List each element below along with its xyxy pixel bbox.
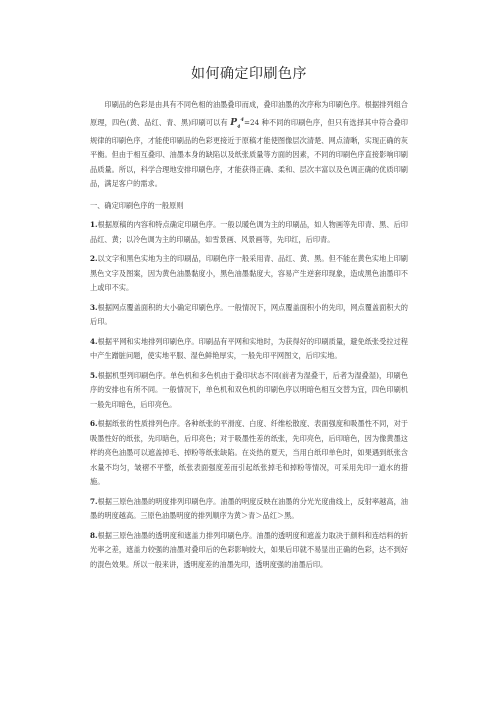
intro-text-part1: 印刷品的色彩是由具有不同色相的油墨叠印而成，叠印油墨的次序称为印刷色序。根据排列组合原理，四色(黄、品红、青、黑)印刷可以有 [90, 100, 408, 127]
item-text: 根据网点覆盖面积的大小确定印刷色序。一般情况下，网点覆盖面积小的先印，网点覆盖面积大的后印。 [90, 302, 408, 327]
item-text: 根据原稿的内容和特点确定印刷色序。一般以暖色调为主的印刷品，如人物画等先印青、黑、后印品红、黄；以冷色调为主的印刷品，如雪景画、风景画等，先印红，后印青。 [90, 220, 408, 244]
list-item [90, 495, 408, 524]
principle-list [90, 218, 408, 572]
item-text: 根据纸张的性质排列色序。各种纸张的平滑度、白度、纤维松散度、表面强度和吸墨性不同，对于吸墨性好的纸张，先印暗色，后印亮色；对于吸墨性差的纸张，先印亮色，后印暗色，因为像黄墨这样的亮色油墨可以遮盖掉毛、掉粉等纸张缺陷。在炎热的夏天，当用白纸印单色时，如果遇到纸张含水量不均匀，皱褶不平整，纸张表面强度差而引起纸张掉毛和掉粉等情况，可采用先印一道水的措施。 [90, 419, 408, 487]
item-number: 2. [90, 254, 98, 264]
list-item [90, 218, 408, 247]
formula-result: =24 [243, 117, 260, 127]
list-item [90, 301, 408, 330]
item-number: 6. [90, 419, 98, 429]
section-heading: 一、确定印刷色序的一般原则 [90, 200, 184, 210]
list-item [90, 369, 408, 413]
list-item [90, 335, 408, 364]
permutation-formula [230, 118, 244, 128]
item-text: 根据平网和实地排列印刷色序。印刷品有平网和实地时，为获得好的印刷质量，避免纸张受拉过程中产生蹭脏问题，使实地平服、湿色鲜艳厚实，一般先印平网图文，后印实地。 [90, 336, 408, 361]
item-text: 根据机型列印刷色序。单色机和多色机由于叠印状态不同(前者为湿叠干，后者为湿叠湿)，印刷色序的安排也有所不同。一般情况下，单色机和双色机的印刷色序以明暗色相互交替为宜，四色印刷机一般先印暗色，后印亮色。 [90, 370, 408, 409]
list-item [90, 252, 408, 296]
intro-text-part2: 种不同的印刷色序，但只有选择其中符合叠印规律的印刷色序，才能使印刷品的色彩更接近于原稿才能使图像层次清楚、网点清晰，实现正确的灰平衡。但由于相互叠印、油墨本身的缺陷以及纸张质量等方面的因素，不同的印刷色序直接影响印刷品质量。所以，科学合理地安排印刷色序，才能获得正确、柔和、层次丰富以及色调正确的优质印刷品，满足客户的需求。 [90, 117, 408, 189]
item-text: 根据三原色油墨的透明度和遮盖力排列印刷色序。油墨的透明度和遮盖力取决于颜料和连结料的折光率之差，遮盖力较强的油墨对叠印后的色彩影响较大，如果后印就不易显出正确的色彩，达不到好的混色效果。所以一般来讲，透明度差的油墨先印，透明度强的油墨后印。 [90, 530, 408, 569]
formula-subscript: 4 [237, 123, 241, 130]
item-number: 5. [90, 370, 98, 380]
list-item [90, 529, 408, 573]
intro-paragraph [90, 98, 408, 192]
item-number: 8. [90, 530, 98, 540]
formula-symbol: P [230, 117, 237, 128]
document-title: 如何确定印刷色序 [191, 66, 307, 82]
item-number: 4. [90, 336, 98, 346]
item-number: 1. [90, 220, 98, 230]
list-item [90, 417, 408, 490]
item-text: 以文字和黑色实地为主的印刷品，印刷色序一般采用青、品红、黄、黑。但不能在黄色实地上印刷黑色文字及图案，因为黄色油墨黏度小，黑色油墨黏度大，容易产生逆套印现象，造成黑色油墨印不上或印不实。 [90, 254, 408, 293]
item-number: 7. [90, 496, 98, 506]
formula-superscript: 4 [240, 116, 244, 123]
item-number: 3. [90, 302, 98, 312]
item-text: 根据三原色油墨的明度排列印刷色序。油墨的明度反映在油墨的分光光度曲线上，反射率越高，油墨的明度越高。三原色油墨明度的排列顺序为黄＞青＞品红＞黑。 [90, 496, 408, 521]
